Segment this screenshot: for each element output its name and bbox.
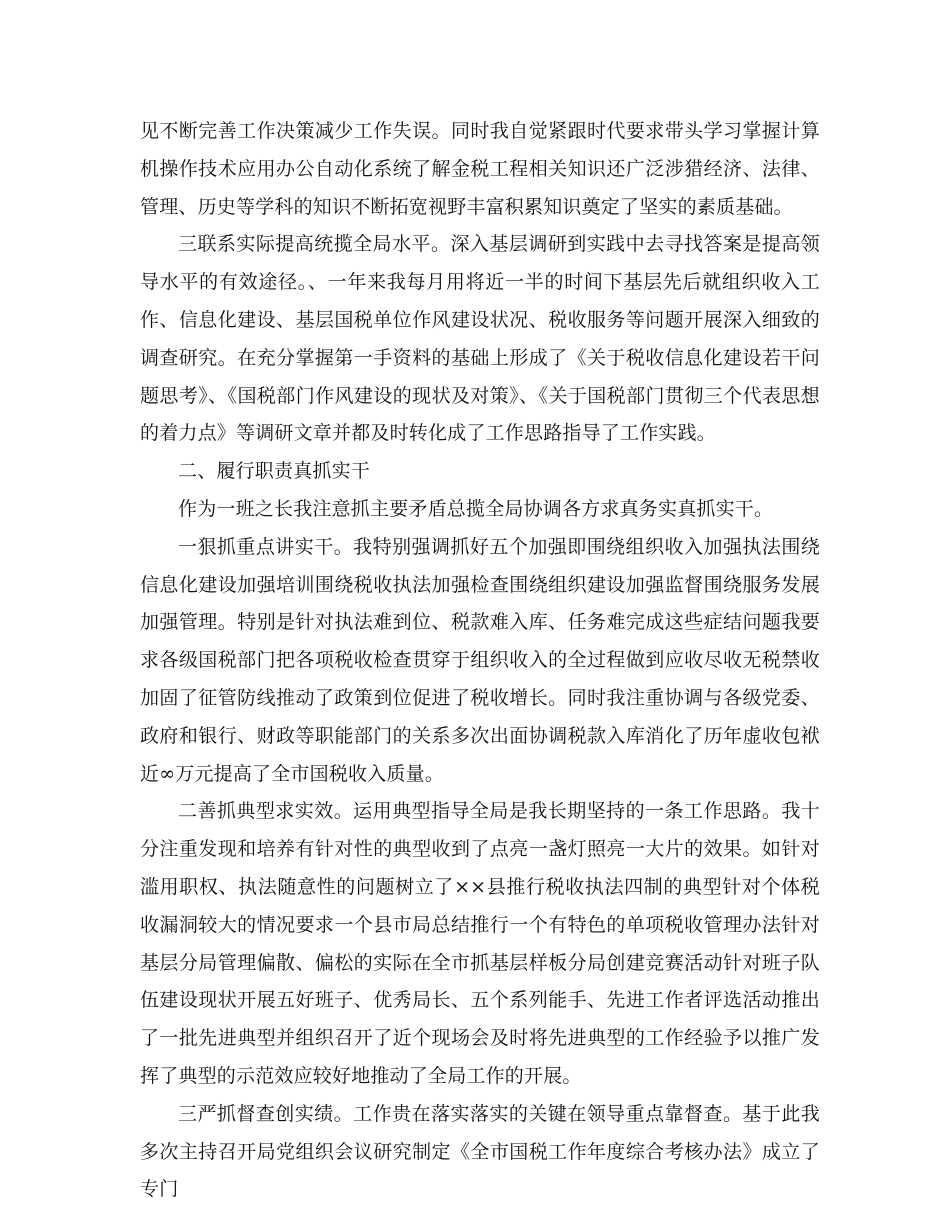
section-heading: 二、履行职责真抓实干 — [178, 460, 371, 483]
document-body — [140, 113, 820, 1209]
body-paragraph: 作为一班之长我注意抓主要矛盾总揽全局协调各方求真务实真抓实干。 — [178, 497, 774, 520]
body-paragraph: 二善抓典型求实效。运用典型指导全局是我长期坚持的一条工作思路。我十分注重发现和培养有针对性的典型收到了点亮一盏灯照亮一大片的效果。如针对滥用职权、执法随意性的问题树立了××县推行税收执法四制的典型针对个体税收漏洞较大的情况要求一个县市局总结推行一个有特色的单项税收管理办法针对基层分局管理偏散、偏松的实际在全市抓基层样板分局创建竞赛活动针对班子队伍建设现状开展五好班子、优秀局长、五个系列能手、先进工作者评选活动推出了一批先进典型并组织召开了近个现场会及时将先进典型的工作经验予以推广发挥了典型的示范效应较好地推动了全局工作的开展。 — [140, 800, 820, 1087]
body-paragraph: 见不断完善工作决策减少工作失误。同时我自觉紧跟时代要求带头学习掌握计算机操作技术应用办公自动化系统了解金税工程相关知识还广泛涉猎经济、法律、管理、历史等学科的知识不断拓宽视野丰富积累知识奠定了坚实的素质基础。 — [140, 120, 820, 218]
body-paragraph: 三严抓督查创实绩。工作贵在落实落实的关键在领导重点靠督查。基于此我多次主持召开局党组织会议研究制定《全市国税工作年度综合考核办法》成立了专门 — [140, 1102, 820, 1201]
body-paragraph: 三联系实际提高统揽全局水平。深入基层调研到实践中去寻找答案是提高领导水平的有效途径。、一年来我每月用将近一半的时间下基层先后就组织收入工作、信息化建设、基层国税单位作风建设状况、税收服务等问题开展深入细致的调查研究。在充分掌握第一手资料的基础上形成了《关于税收信息化建设若干问题思考》、《国税部门作风建设的现状及对策》、《关于国税部门贯彻三个代表思想的着力点》等调研文章并都及时转化成了工作思路指导了工作实践。 — [140, 233, 820, 445]
body-paragraph: 一狠抓重点讲实干。我特别强调抓好五个加强即围绕组织收入加强执法围绕信息化建设加强培训围绕税收执法加强检查围绕组织建设加强监督围绕服务发展加强管理。特别是针对执法难到位、税款难入库、任务难完成这些症结问题我要求各级国税部门把各项税收检查贯穿于组织收入的全过程做到应收尽收无税禁收加固了征管防线推动了政策到位促进了税收增长。同时我注重协调与各级党委、政府和银行、财政等职能部门的关系多次出面协调税款入库消化了历年虚收包袱近∞万元提高了全市国税收入质量。 — [140, 535, 820, 785]
